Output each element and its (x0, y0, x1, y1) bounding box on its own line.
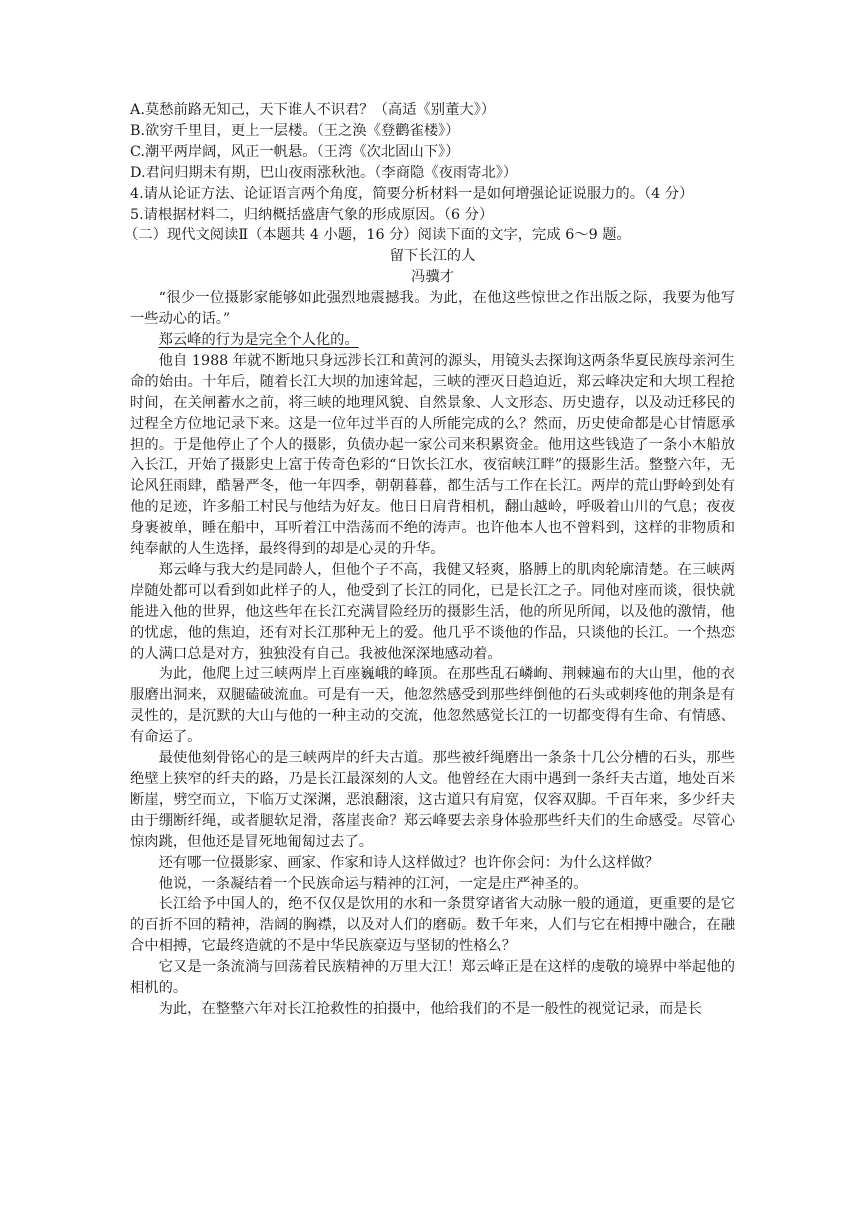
question-5: 5.请根据材料二，归纳概括盛唐气象的形成原因。（6 分） (130, 206, 494, 223)
option-d: D.君问归期未有期，巴山夜雨涨秋池。（李商隐《夜雨寄北》） (130, 164, 518, 181)
paragraph-10: 它又是一条流淌与回荡着民族精神的万里大江！郑云峰正是在这样的虔敬的境界中举起他的相机的。 (130, 959, 735, 997)
paragraph-11: 为此，在整整六年对长江抢救性的拍摄中，他给我们的不是一般性的视觉记录，而是长 (158, 1000, 702, 1017)
option-c: C.潮平两岸阔，风正一帆悬。（王湾《次北固山下》） (130, 143, 460, 160)
article-author: 冯骥才 (411, 269, 454, 286)
document-page (124, 100, 735, 1020)
option-a: A.莫愁前路无知己，天下谁人不识君？（高适《别董大》） (130, 102, 496, 118)
question-4: 4.请从论证方法、论证语言两个角度，简要分析材料一是如何增强论证说服力的。（4 分） (130, 185, 694, 202)
paragraph-5: 为此，他爬上过三峡两岸上百座巍峨的峰顶。在那些乱石嶙峋、荆棘遍布的大山里，他的衣服磨出洞来，双腿磕破流血。可是有一天，他忽然感受到那些绊倒他的石头或刺疼他的荆条是有灵性的，是沉默的大山与他的一种主动的交流，他忽然感觉长江的一切都变得有生命、有情感、有命运了。 (130, 666, 735, 746)
paragraph-4: 郑云峰与我大约是同龄人，但他个子不高，我健又轻爽，胳膊上的肌肉轮廓清楚。在三峡两岸随处都可以看到如此样子的人，他受到了长江的同化，已是长江之子。同他对座而谈，很快就能进入他的世界，他这些年在长江充满冒险经历的摄影生活，他的所见所闻，以及他的激情，他的忧虑，他的焦迫，还有对长江那种无上的爱。他几乎不谈他的作品，只谈他的长江。一个热恋的人满口总是对方，独独没有自己。我被他深深地感动着。 (130, 561, 735, 662)
paragraph-9: 长江给予中国人的，绝不仅仅是饮用的水和一条贯穿诸省大动脉一般的通道，更重要的是它的百折不回的精神，浩阔的胸襟，以及对人们的磨砺。数千年来，人们与它在相搏中融合，在融合中相搏，它最终造就的不是中华民族豪迈与坚韧的性格么？ (130, 896, 735, 955)
paragraph-8: 他说，一条凝结着一个民族命运与精神的江河，一定是庄严神圣的。 (158, 875, 588, 892)
underlined-sentence: 郑云峰的行为是完全个人化的。 (158, 331, 359, 348)
paragraph-2 (130, 330, 735, 351)
option-b: B.欲穷千里目，更上一层楼。（王之涣《登鹳雀楼》） (130, 122, 460, 139)
article-title: 留下长江的人 (389, 248, 476, 265)
paragraph-7: 还有哪一位摄影家、画家、作家和诗人这样做过？也许你会问：为什么这样做？ (158, 854, 659, 871)
paragraph-1: “很少一位摄影家能够如此强烈地震撼我。为此，在他这些惊世之作出版之际，我要为他写一些动心的话。” (130, 290, 735, 328)
section-header: （二）现代文阅读Ⅱ（本题共 4 小题，16 分）阅读下面的文字，完成 6～9 题。 (124, 227, 631, 244)
paragraph-6: 最使他刻骨铭心的是三峡两岸的纤夫古道。那些被纤绳磨出一条条十几公分槽的石头，那些绝壁上狭窄的纤夫的路，乃是长江最深刻的人文。他曾经在大雨中遇到一条纤夫古道，地处百米断崖，劈空而立，下临万丈深渊，恶浪翻滚，这古道只有肩宽，仅容双脚。千百年来，多少纤夫由于绷断纤绳，或者腿软足滑，落崖丧命？郑云峰要去亲身体验那些纤夫们的生命感受。尽管心惊肉跳，但他还是冒死地匍匐过去了。 (130, 750, 735, 850)
paragraph-3: 他自 1988 年就不断地只身远涉长江和黄河的源头，用镜头去探询这两条华夏民族母亲河生命的始由。十年后，随着长江大坝的加速耸起，三峡的湮灭日趋迫近，郑云峰决定和大坝工程抢时间，在关闸蓄水之前，将三峡的地理风貌、自然景象、人文形态、历史遗存，以及动迁移民的过程全方位地记录下来。这是一位年过半百的人所能完成的么？然而，历史使命都是心甘情愿承担的。于是他停止了个人的摄影，负债办起一家公司来积累资金。他用这些钱造了一条小木船放入长江，开始了摄影史上富于传奇色彩的“日饮长江水，夜宿峡江畔”的摄影生活。整整六年，无论风狂雨肆，酷暑严冬，他一年四季，朝朝暮暮，都生活与工作在长江。两岸的荒山野岭到处有他的足迹，许多船工村民与他结为好友。他日日肩背相机，翻山越岭，呼吸着山川的气息；夜夜身裹被单，睡在船中，耳听着江中浩荡而不绝的涛声。也许他本人也不曾料到，这样的非物质和纯奉献的人生选择，最终得到的却是心灵的升华。 (130, 352, 735, 558)
